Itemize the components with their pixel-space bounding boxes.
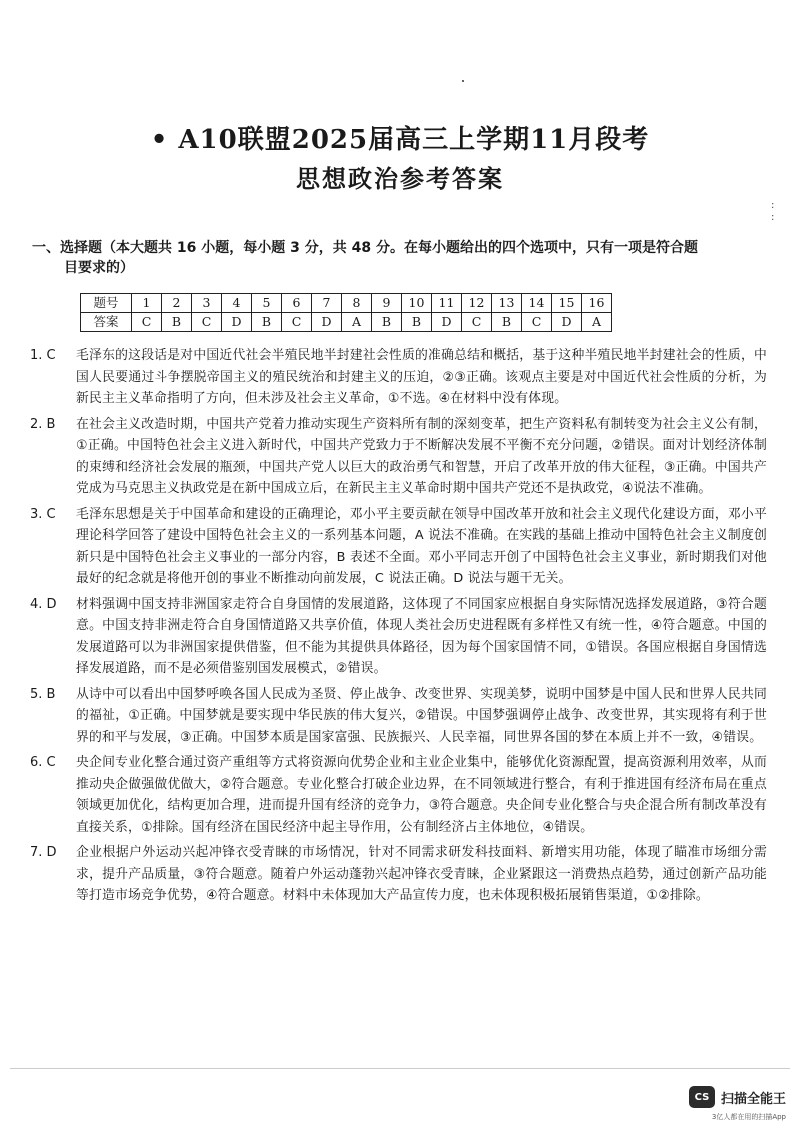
answer-cell: C [282,313,312,332]
question-number: 5 [252,294,282,313]
explanation-text: 企业根据户外运动兴起冲锋衣受青睐的市场情况，针对不同需求研发科技面料、新增实用功能，体现了瞄准市场细分需求，提升产品质量，③符合题意。随着户外运动蓬勃兴起冲锋衣受青睐，企业紧跟这一消费热点趋势，通过创新产品功能等打造市场竞争优势，④符合题意。材料中未体现加大产品宣传力度，也未体现积极拓展销售渠道，①②排除。 [76,845,767,903]
section-heading-line2: 目要求的） [64,260,134,276]
answer-cell: C [132,313,162,332]
question-number: 15 [552,294,582,313]
explanation-item [22,684,767,749]
question-number: 7 [312,294,342,313]
question-number: 12 [462,294,492,313]
answer-cell: A [342,313,372,332]
answer-table [80,293,612,332]
answer-cell: D [432,313,462,332]
question-number: 9 [372,294,402,313]
explanation-list [22,345,767,911]
explanation-text: 毛泽东的这段话是对中国近代社会半殖民地半封建社会性质的准确总结和概括，基于这种半殖民地半封建社会的性质，中国人民要通过斗争摆脱帝国主义的殖民统治和封建主义的压迫，②③正确。该观点主要是对中国近代社会性质的分析，为新民主主义革命指明了方向，但未涉及社会主义革命，①不选。④在材料中没有体现。 [76,348,767,406]
row-label-answer: 答案 [81,313,132,332]
question-number: 2 [162,294,192,313]
side-marks: : : [771,200,775,223]
answer-cell: B [372,313,402,332]
page-title: • A10联盟2025届高三上学期11月段考 [150,125,650,155]
camscanner-logo-icon: CS [689,1086,715,1108]
explanation-number: 5. B [30,686,56,702]
question-number: 10 [402,294,432,313]
scan-speck [462,80,464,82]
question-number: 4 [222,294,252,313]
explanation-text: 从诗中可以看出中国梦呼唤各国人民成为圣贤、停止战争、改变世界、实现美梦，说明中国梦是中国人民和世界人民共同的福祉，①正确。中国梦就是要实现中华民族的伟大复兴，②错误。中国梦强调停止战争、改变世界，其实现将有利于世界的和平与发展，③正确。中国梦本质是国家富强、民族振兴、人民幸福，同世界各国的梦在本质上并不一致，④错误。 [76,686,767,745]
explanation-item [22,414,767,500]
answer-cell: B [252,313,282,332]
question-number-row [81,294,612,313]
section-heading [32,238,772,278]
explanation-text: 在社会主义改造时期，中国共产党着力推动实现生产资料所有制的深刻变革，把生产资料私有制转变为社会主义公有制，①正确。中国特色社会主义进入新时代，中国共产党致力于不断解决发展不平衡不充分问题，②错误。面对计划经济体制的束缚和经济社会发展的瓶颈，中国共产党人以巨大的政治勇气和智慧，开启了改革开放的伟大征程，③正确。中国共产党成为马克思主义执政党是在新中国成立后，在新民主主义革命时期中国共产党还不是执政党，④说法不准确。 [76,416,767,496]
answer-cell: C [522,313,552,332]
explanation-item [22,752,767,838]
explanation-item [22,345,767,410]
answer-cell: B [492,313,522,332]
title-block [0,122,800,196]
explanation-item [22,842,767,907]
explanation-text: 材料强调中国支持非洲国家走符合自身国情的发展道路，这体现了不同国家应根据自身实际情况选择发展道路，③符合题意。中国支持非洲走符合自身国情道路又共享价值，体现人类社会历史进程既有多样性又有统一性，④符合题意。中国的发展道路可以为非洲国家提供借鉴，但不能为其提供具体路径，因为每个国家国情不同，①错误。各国应根据自身国情选择发展道路，而不是必须借鉴别国发展模式，②错误。 [76,596,767,676]
explanation-number: 6. C [30,755,56,770]
scanner-tagline: 3亿人都在用的扫描App [711,1113,786,1121]
answer-cell: C [192,313,222,332]
question-number: 6 [282,294,312,313]
page-subtitle: 思想政治参考答案 [296,164,504,193]
question-number: 11 [432,294,462,313]
scanner-watermark [689,1086,786,1108]
answer-cell: B [402,313,432,332]
explanation-item [22,594,767,680]
explanation-item [22,504,767,590]
answer-cell: C [462,313,492,332]
question-number: 13 [492,294,522,313]
explanation-text: 央企间专业化整合通过资产重组等方式将资源向优势企业和主业企业集中，能够优化资源配置，提高资源利用效率，从而推动央企做强做优做大，②符合题意。专业化整合打破企业边界，在不同领域进行整合，有利于推进国有经济布局在重点领域更加优化，结构更加合理，进而提升国有经济的竞争力，③符合题意。央企间专业化整合与央企混合所有制改革没有直接关系，①排除。国有经济在国民经济中起主导作用，公有制经济占主体地位，④错误。 [76,755,767,835]
explanation-number: 3. C [30,506,56,522]
explanation-number: 7. D [30,845,57,860]
row-label-number: 题号 [81,294,132,313]
explanation-text: 毛泽东思想是关于中国革命和建设的正确理论，邓小平主要贡献在领导中国改革开放和社会主义现代化建设方面，邓小平理论科学回答了建设中国特色社会主义的一系列基本问题，A 说法不准确。在实践的基础上推动中国特色社会主义制度创新只是中国特色社会主义事业的一部分内容，B 表述不全面。邓小平同志开创了中国特色社会主义事业，新时期我们对他最好的纪念就是将他开创的事业不断推动向前发展，C 说法正确。D 说法与题干无关。 [76,506,767,586]
explanation-number: 4. D [30,596,57,612]
footer-divider [10,1068,790,1069]
section-heading-line1: 一、选择题（本大题共 16 小题，每小题 3 分，共 48 分。在每小题给出的四个选项中，只有一项是符合题 [32,240,698,256]
question-number: 1 [132,294,162,313]
scanner-brand-name: 扫描全能王 [720,1091,786,1107]
explanation-number: 2. B [30,416,56,432]
answer-cell: A [582,313,612,332]
question-number: 14 [522,294,552,313]
explanation-number: 1. C [30,348,56,363]
answer-row [81,313,612,332]
question-number: 3 [192,294,222,313]
question-number: 8 [342,294,372,313]
question-number: 16 [582,294,612,313]
answer-cell: B [162,313,192,332]
answer-cell: D [222,313,252,332]
answer-cell: D [552,313,582,332]
answer-cell: D [312,313,342,332]
